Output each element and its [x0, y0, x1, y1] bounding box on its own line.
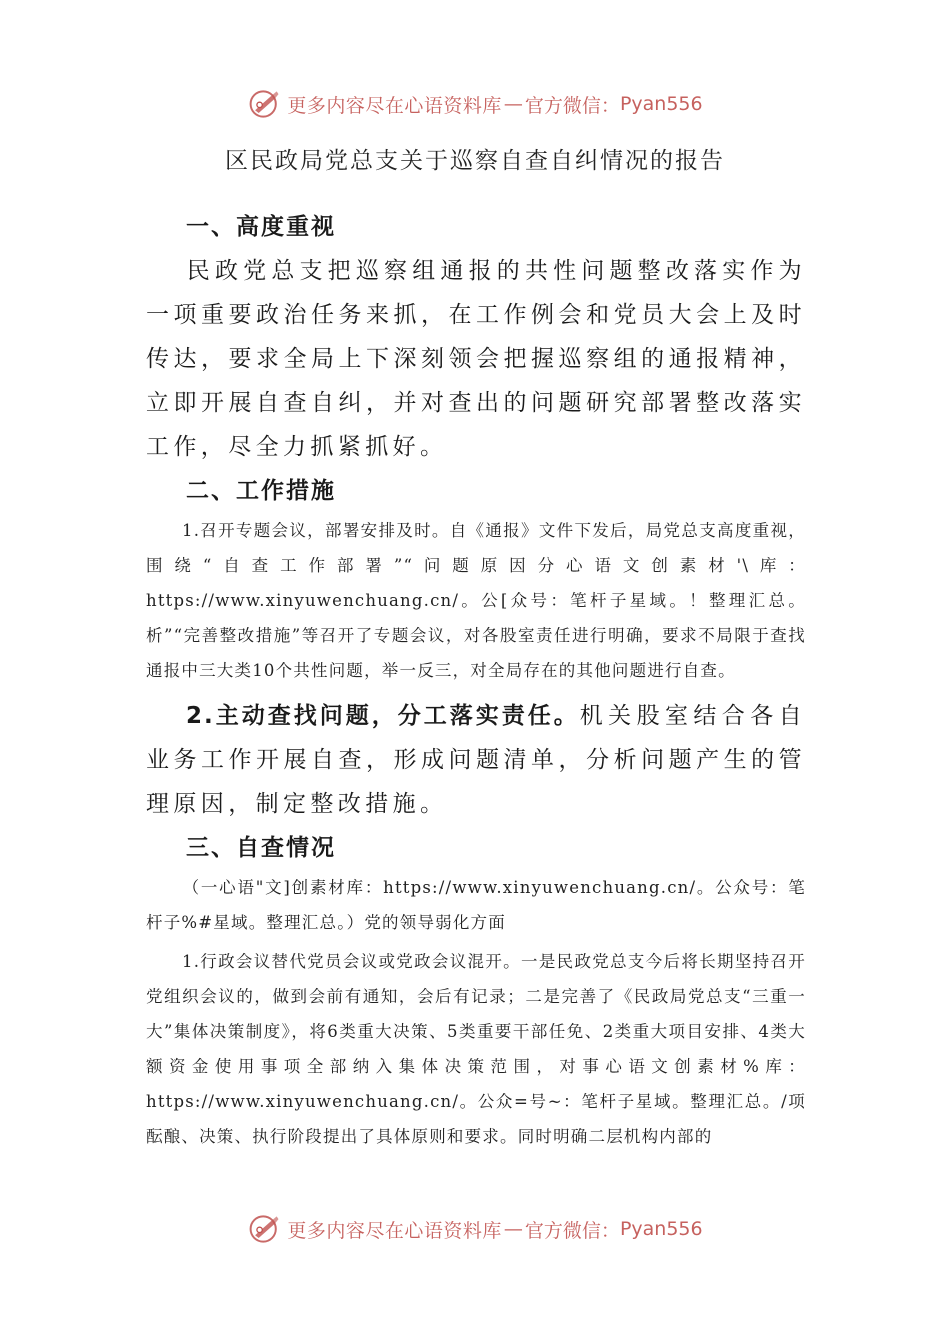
section-2-item-2-lead: 2.主动查找问题，分工落实责任。	[186, 703, 580, 729]
watermark-separator: —	[503, 93, 523, 115]
document-title: 区民政局党总支关于巡察自查自纠情况的报告	[225, 148, 725, 174]
pen-logo-icon	[247, 1211, 283, 1247]
section-2-item-1	[146, 513, 806, 688]
watermark-wechat-label: 官方微信：	[524, 94, 620, 117]
watermark-wechat-id: Pyan556	[619, 93, 703, 115]
section-1-text: 民政党总支把巡察组通报的共性问题整改落实作为一项重要政治任务来抓，在工作例会和党员大会上及时传达，要求全局上下深刻领会把握巡察组的通报精神，立即开展自查自纠，并对查出的问题研究部署整改落实工作，尽全力抓紧抓好。	[146, 258, 806, 460]
section-1-paragraph	[146, 249, 806, 469]
section-2-item-2	[146, 694, 806, 826]
pen-logo-icon	[247, 86, 283, 122]
watermark-footer	[0, 1209, 950, 1249]
watermark-header	[0, 84, 950, 124]
section-2-item-1-text: 1.召开专题会议，部署安排及时。自《通报》文件下发后，局党总支高度重视，围绕“自查工作部署”“问题原因分心语文创素材'\库：https://www.xinyuwenchuang.cn/。公[众号：笔杆子星域。！整理汇总。析”“完善整改措施”等召开了专题会议，对各股室责任进行明确，要求不局限于查找通报中三大类10个共性问题，举一反三，对全局存在的其他问题进行自查。	[146, 521, 806, 680]
section-3-subheading-text: （一心语"文]创素材库：https://www.xinyuwenchuang.cn/。公众号：笔杆子%#星域。整理汇总。）党的领导弱化方面	[146, 878, 806, 932]
document-body	[146, 205, 806, 1154]
watermark-text: 更多内容尽在心语资料库	[287, 94, 502, 117]
watermark-text: 更多内容尽在心语资料库	[287, 1219, 502, 1242]
section-2-item-2-text: 机关股室结合各自业务工作开展自查，形成问题清单，分析问题产生的管理原因，制定整改措施。	[146, 703, 806, 817]
watermark-wechat-label: 官方微信：	[524, 1219, 620, 1242]
section-3-subheading	[146, 870, 806, 940]
section-heading-3: 三、自查情况	[186, 835, 336, 861]
section-heading-2: 二、工作措施	[186, 478, 336, 504]
watermark-wechat-id: Pyan556	[619, 1218, 703, 1240]
section-3-item-1-text: 1.行政会议替代党员会议或党政会议混开。一是民政党总支今后将长期坚持召开党组织会议的，做到会前有通知，会后有记录；二是完善了《民政局党总支“三重一大”集体决策制度》，将6类重大决策、5类重要干部任免、2类重大项目安排、4类大额资金使用事项全部纳入集体决策范围，对事心语文创素材%库：https://www.xinyuwenchuang.cn/。公众=号~：笔杆子星域。整理汇总。/项酝酿、决策、执行阶段提出了具体原则和要求。同时明确二层机构内部的	[146, 952, 806, 1146]
section-3-item-1	[146, 944, 806, 1154]
watermark-separator: —	[503, 1218, 523, 1240]
section-heading-1: 一、高度重视	[186, 214, 336, 240]
